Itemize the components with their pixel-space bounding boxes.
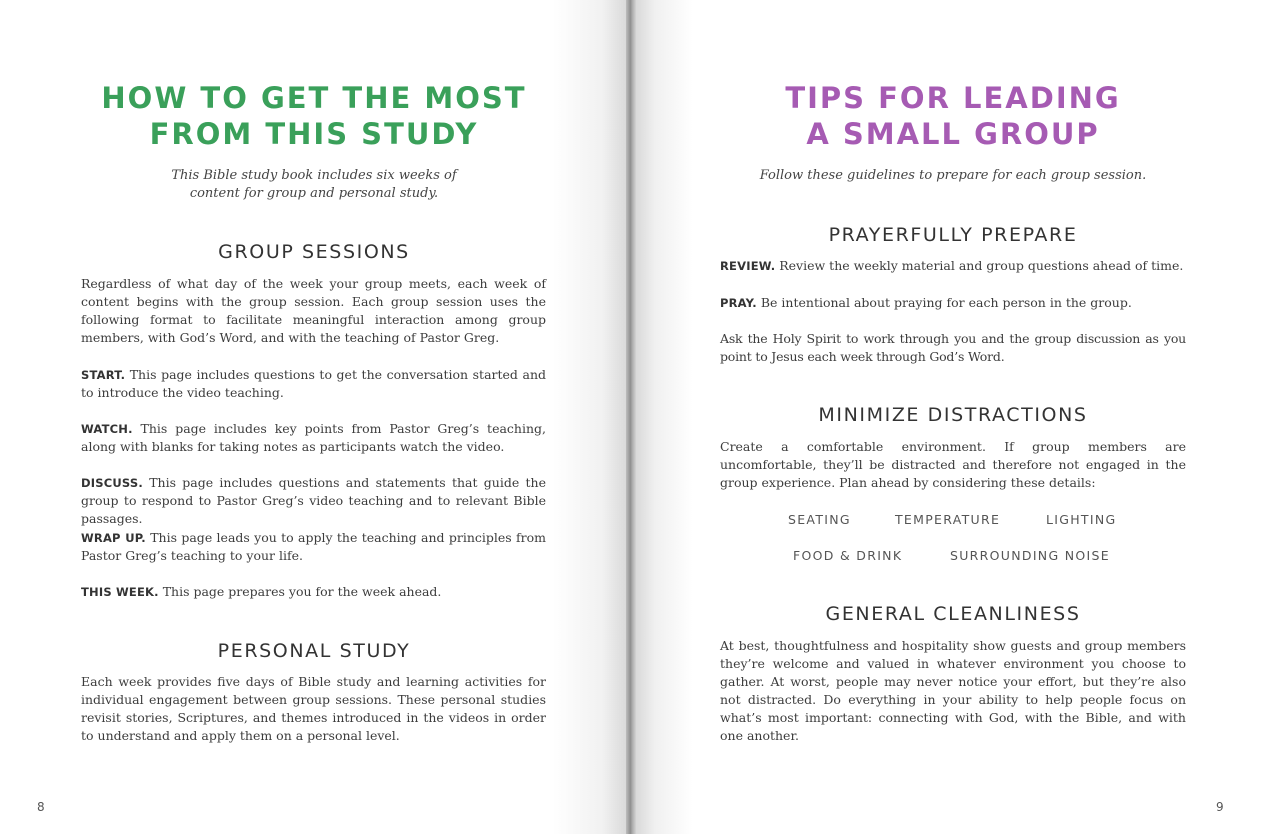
watch-label: WATCH. (81, 422, 133, 436)
right-title-line-1: TIPS FOR LEADING (785, 81, 1121, 115)
watch-text: This page includes key points from Pastor Greg’s teaching, along with blanks for taking notes as participants watch the video. (81, 421, 546, 454)
this-week-label: THIS WEEK. (81, 585, 159, 599)
left-intro-line-1: This Bible study book includes six weeks of (171, 168, 457, 183)
left-page-number: 8 (37, 800, 45, 814)
detail-food-drink: FOOD & DRINK (793, 548, 903, 563)
detail-surrounding-noise: SURROUNDING NOISE (950, 548, 1110, 563)
watch-item (81, 420, 546, 456)
review-label: REVIEW. (720, 259, 776, 273)
left-intro (80, 167, 548, 203)
left-title-line-1: HOW TO GET THE MOST (101, 81, 527, 115)
group-sessions-heading: GROUP SESSIONS (218, 241, 410, 263)
right-intro: Follow these guidelines to prepare for each group session. (759, 168, 1147, 183)
wrap-up-item (81, 529, 546, 565)
right-page-number: 9 (1216, 800, 1224, 814)
right-title-line-2: A SMALL GROUP (806, 117, 1100, 151)
wrap-up-text: This page leads you to apply the teaching and principles from Pastor Greg’s teaching to your life. (81, 530, 547, 563)
discuss-text: This page includes questions and statements that guide the group to respond to Pastor Greg’s video teaching and to relevant Bible passages. (81, 475, 546, 526)
detail-seating: SEATING (788, 512, 851, 527)
book-gutter (626, 0, 636, 834)
general-cleanliness-heading: GENERAL CLEANLINESS (825, 603, 1081, 625)
left-title-line-2: FROM THIS STUDY (149, 117, 479, 151)
start-text: This page includes questions to get the conversation started and to introduce the video teaching. (81, 367, 546, 400)
prayerfully-prepare-heading: PRAYERFULLY PREPARE (828, 224, 1078, 246)
discuss-item (81, 474, 546, 528)
detail-temperature: TEMPERATURE (895, 512, 1001, 527)
holy-spirit-text: Ask the Holy Spirit to work through you and the group discussion as you point to Jesus each week through God’s Word. (720, 331, 1186, 364)
minimize-distractions-text: Create a comfortable environment. If group members are uncomfortable, they’ll be distracted and therefore not engaged in the group experience. Plan ahead by considering these details: (720, 439, 1186, 490)
personal-study-text: Each week provides five days of Bible study and learning activities for individual engagement between group sessions. These personal studies revisit stories, Scriptures, and themes introduced in the videos in order to understand and apply them on a personal level. (81, 674, 546, 743)
group-sessions-intro: Regardless of what day of the week your group meets, each week of content begins with the group session. Each group session uses the following format to facilitate meaningful interaction among group members, with God’s Word, and with the teaching of Pastor Greg. (81, 276, 546, 345)
pray-item (720, 294, 1186, 312)
pray-text: Be intentional about praying for each person in the group. (756, 295, 1132, 310)
start-item (81, 366, 546, 402)
general-cleanliness-text: At best, thoughtfulness and hospitality show guests and group members they’re welcome and valued in whatever environment you choose to gather. At worst, people may never notice your effort, but they’re also not distracted. Do everything in your ability to help people focus on what’s most important: connecting with God, with the Bible, and with one another. (720, 638, 1186, 743)
review-item (720, 257, 1186, 275)
personal-study-heading: PERSONAL STUDY (217, 640, 411, 662)
wrap-up-label: WRAP UP. (81, 531, 146, 545)
left-page-title (60, 80, 568, 152)
minimize-distractions-heading: MINIMIZE DISTRACTIONS (818, 404, 1088, 426)
pray-label: PRAY. (720, 296, 757, 310)
right-page-title (700, 80, 1206, 152)
this-week-text: This page prepares you for the week ahead. (158, 584, 442, 599)
review-text: Review the weekly material and group questions ahead of time. (775, 258, 1184, 273)
discuss-label: DISCUSS. (81, 476, 143, 490)
detail-lighting: LIGHTING (1046, 512, 1117, 527)
start-label: START. (81, 368, 126, 382)
left-intro-line-2: content for group and personal study. (189, 186, 439, 201)
this-week-item (81, 583, 546, 601)
